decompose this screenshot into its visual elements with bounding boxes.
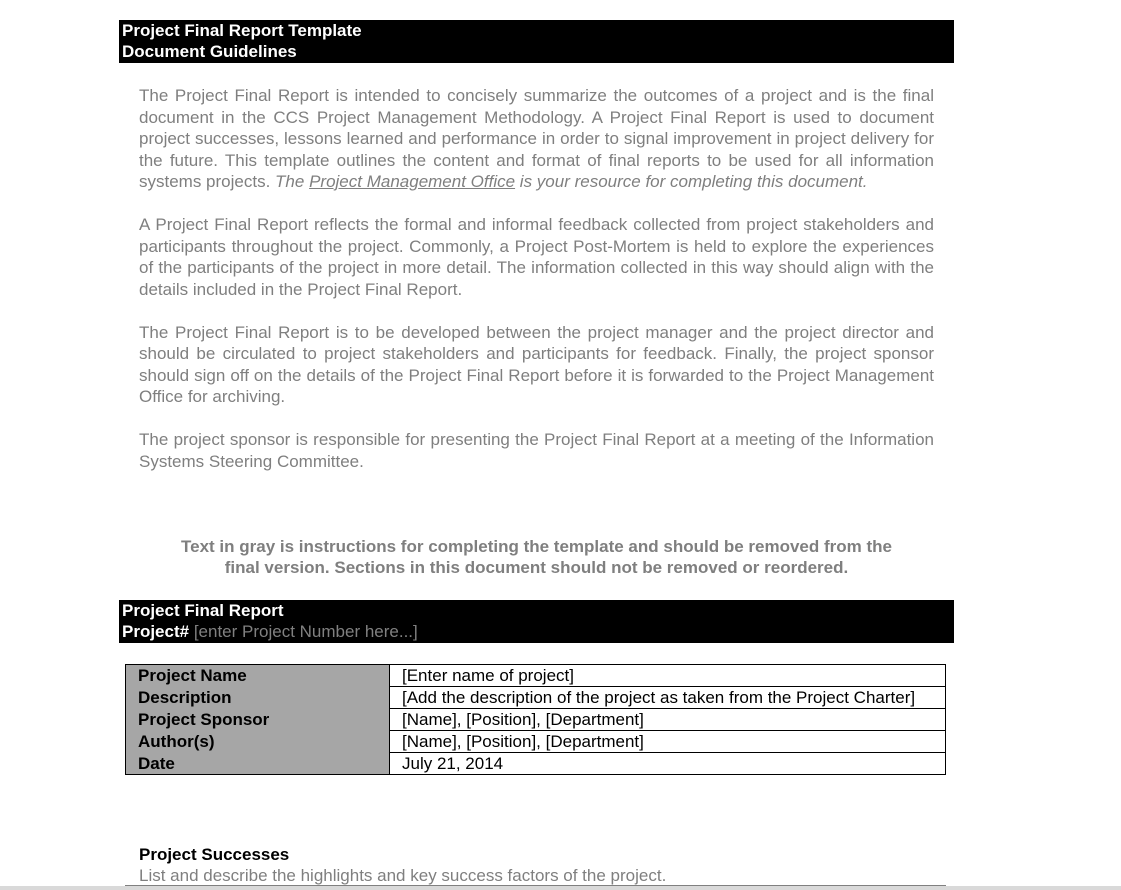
- project-sponsor-value[interactable]: [Name], [Position], [Department]: [390, 709, 946, 731]
- table-row: [126, 687, 946, 709]
- authors-value[interactable]: [Name], [Position], [Department]: [390, 731, 946, 753]
- report-title: Project Final Report: [122, 601, 284, 620]
- date-value[interactable]: July 21, 2014: [390, 753, 946, 775]
- description-value[interactable]: [Add the description of the project as taken from the Project Charter]: [390, 687, 946, 709]
- document-guidelines-header: [119, 20, 954, 63]
- project-info-table: [125, 664, 946, 775]
- page-edge: [0, 886, 1121, 890]
- guidelines-paragraph-4: The project sponsor is responsible for presenting the Project Final Report at a meeting of the Information Systems Steering Committee.: [139, 430, 934, 471]
- project-successes-instructions: List and describe the highlights and key success factors of the project.: [139, 866, 667, 885]
- project-successes-heading: Project Successes: [139, 845, 290, 864]
- guidelines-body: [139, 85, 934, 494]
- project-number-line: [122, 621, 954, 642]
- table-row: [126, 709, 946, 731]
- italic-post: is your resource for completing this document.: [515, 172, 868, 191]
- instructions-note-line-2: final version. Sections in this document should not be removed or reordered.: [224, 558, 849, 577]
- pmo-link[interactable]: Project Management Office: [309, 172, 516, 191]
- project-sponsor-label: Project Sponsor: [126, 709, 390, 731]
- guidelines-paragraph-1: [139, 85, 934, 193]
- table-row: [126, 753, 946, 775]
- project-number-label: Project#: [122, 622, 194, 641]
- italic-pre: The: [275, 172, 310, 191]
- project-number-placeholder[interactable]: [enter Project Number here...]: [193, 622, 418, 641]
- instructions-note: [139, 536, 934, 578]
- description-label: Description: [126, 687, 390, 709]
- template-title: Project Final Report Template: [122, 21, 362, 40]
- guidelines-title: Document Guidelines: [122, 42, 297, 61]
- project-final-report-header: [119, 600, 954, 643]
- guidelines-paragraph-1-text: The Project Final Report is intended to concisely summarize the outcomes of a project and is the final document in the CCS Project Management Methodology. A Project Final Report is used to document project successes, lessons learned and performance in order to signal improvement in project delivery for the future. This template outlines the content and format of final reports to be used for all information systems projects.: [139, 86, 934, 191]
- project-name-label: Project Name: [126, 665, 390, 687]
- guidelines-paragraph-2: A Project Final Report reflects the formal and informal feedback collected from project stakeholders and participants throughout the project. Commonly, a Project Post-Mortem is held to explore the experiences of the participants of the project in more detail. The information collected in this way should align with the details included in the Project Final Report.: [139, 215, 934, 299]
- guidelines-paragraph-3: The Project Final Report is to be developed between the project manager and the project director and should be circulated to project stakeholders and participants for feedback. Finally, the project sponsor should sign off on the details of the Project Final Report before it is forwarded to the Project Management Office for archiving.: [139, 322, 934, 406]
- authors-label: Author(s): [126, 731, 390, 753]
- table-row: [126, 731, 946, 753]
- guidelines-paragraph-1-italic: [275, 172, 867, 191]
- table-row: [126, 665, 946, 687]
- project-name-value[interactable]: [Enter name of project]: [390, 665, 946, 687]
- instructions-note-line-1: Text in gray is instructions for completing the template and should be removed from the: [181, 537, 892, 556]
- date-label: Date: [126, 753, 390, 775]
